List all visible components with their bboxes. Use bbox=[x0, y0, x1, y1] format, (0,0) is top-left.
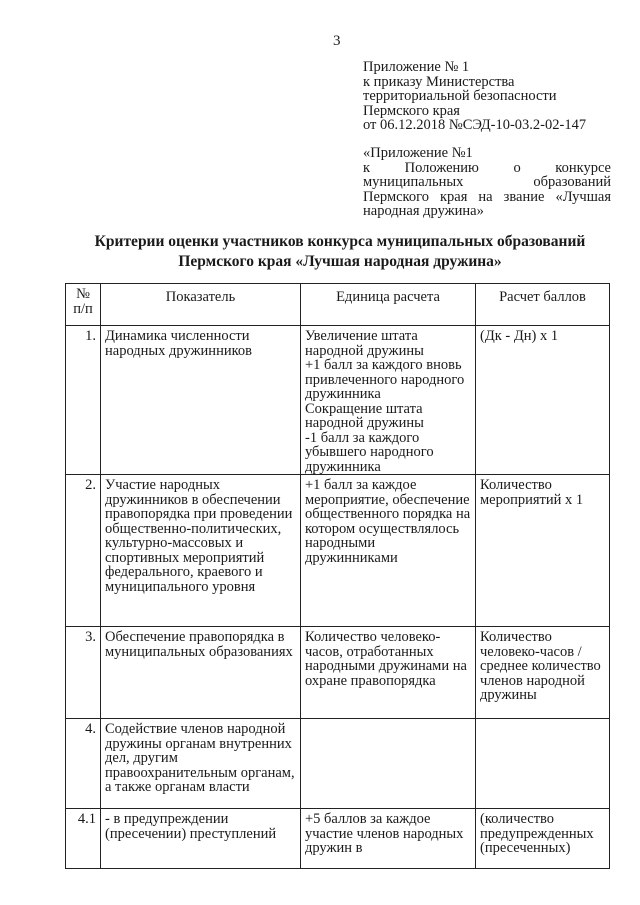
header-score: Расчет баллов bbox=[476, 284, 610, 326]
header-indicator: Показатель bbox=[101, 284, 301, 326]
row-score: Количество мероприятий х 1 bbox=[476, 475, 610, 627]
appendix-regulation-line: муниципальных образований bbox=[363, 174, 611, 191]
row-unit bbox=[301, 719, 476, 809]
page-number: 3 bbox=[333, 33, 341, 49]
row-score: (Дк - Дн) х 1 bbox=[476, 326, 610, 475]
table-row bbox=[66, 475, 610, 627]
table-row bbox=[66, 809, 610, 869]
appendix-regulation-block bbox=[363, 146, 611, 219]
row-indicator: Участие народных дружинников в обеспечении правопорядка при проведении общественно-политических, культурно-массовых и спортивных мероприятий федерального, краевого и муниципального уровня bbox=[101, 475, 301, 627]
header-num: № п/п bbox=[66, 284, 101, 326]
table-row bbox=[66, 627, 610, 719]
document-title bbox=[80, 232, 600, 272]
appendix-order-line: от 06.12.2018 №СЭД-10-03.2-02-147 bbox=[363, 117, 587, 134]
appendix-regulation-line: народная дружина» bbox=[363, 203, 484, 220]
row-score bbox=[476, 719, 610, 809]
criteria-table bbox=[65, 283, 610, 869]
appendix-order-line: к приказу Министерства bbox=[363, 73, 515, 90]
header-unit: Единица расчета bbox=[301, 284, 476, 326]
row-indicator: Обеспечение правопорядка в муниципальных образованиях bbox=[101, 627, 301, 719]
document-title-line: Критерии оценки участников конкурса муниципальных образований bbox=[94, 233, 586, 250]
row-num: 2. bbox=[66, 475, 101, 627]
row-score: Количество человеко-часов / среднее количество членов народной дружины bbox=[476, 627, 610, 719]
appendix-order-line: Пермского края bbox=[363, 102, 460, 119]
table-row bbox=[66, 326, 610, 475]
row-unit: Количество человеко-часов, отработанных народными дружинами на охране правопорядка bbox=[301, 627, 476, 719]
table-header-row bbox=[66, 284, 610, 326]
row-indicator: - в предупреждении (пресечении) преступлений bbox=[101, 809, 301, 869]
appendix-order-line: территориальной безопасности bbox=[363, 88, 557, 105]
row-num: 3. bbox=[66, 627, 101, 719]
appendix-order-block bbox=[363, 60, 608, 133]
row-score: (количество предупрежденных (пресеченных) bbox=[476, 809, 610, 869]
appendix-regulation-line: к Положению о конкурсе bbox=[363, 159, 611, 176]
row-num: 1. bbox=[66, 326, 101, 475]
appendix-regulation-title: «Приложение №1 bbox=[363, 145, 473, 161]
row-unit: +1 балл за каждое мероприятие, обеспечение общественного порядка на котором осуществлялось народными дружинниками bbox=[301, 475, 476, 627]
row-unit: +5 баллов за каждое участие членов народных дружин в bbox=[301, 809, 476, 869]
table-row bbox=[66, 719, 610, 809]
appendix-regulation-line: Пермского края на звание «Лучшая bbox=[363, 188, 611, 205]
document-title-line: Пермского края «Лучшая народная дружина» bbox=[178, 253, 502, 270]
row-indicator: Динамика численности народных дружинников bbox=[101, 326, 301, 475]
row-num: 4. bbox=[66, 719, 101, 809]
row-indicator: Содействие членов народной дружины органам внутренних дел, другим правоохранительным органам, а также органам власти bbox=[101, 719, 301, 809]
row-num: 4.1 bbox=[66, 809, 101, 869]
row-unit: Увеличение штата народной дружины +1 балл за каждого вновь привлеченного народного дружинника Сокращение штата народной дружины -1 балл за каждого убывшего народного дружинника bbox=[301, 326, 476, 475]
appendix-order-line: Приложение № 1 bbox=[363, 59, 470, 75]
